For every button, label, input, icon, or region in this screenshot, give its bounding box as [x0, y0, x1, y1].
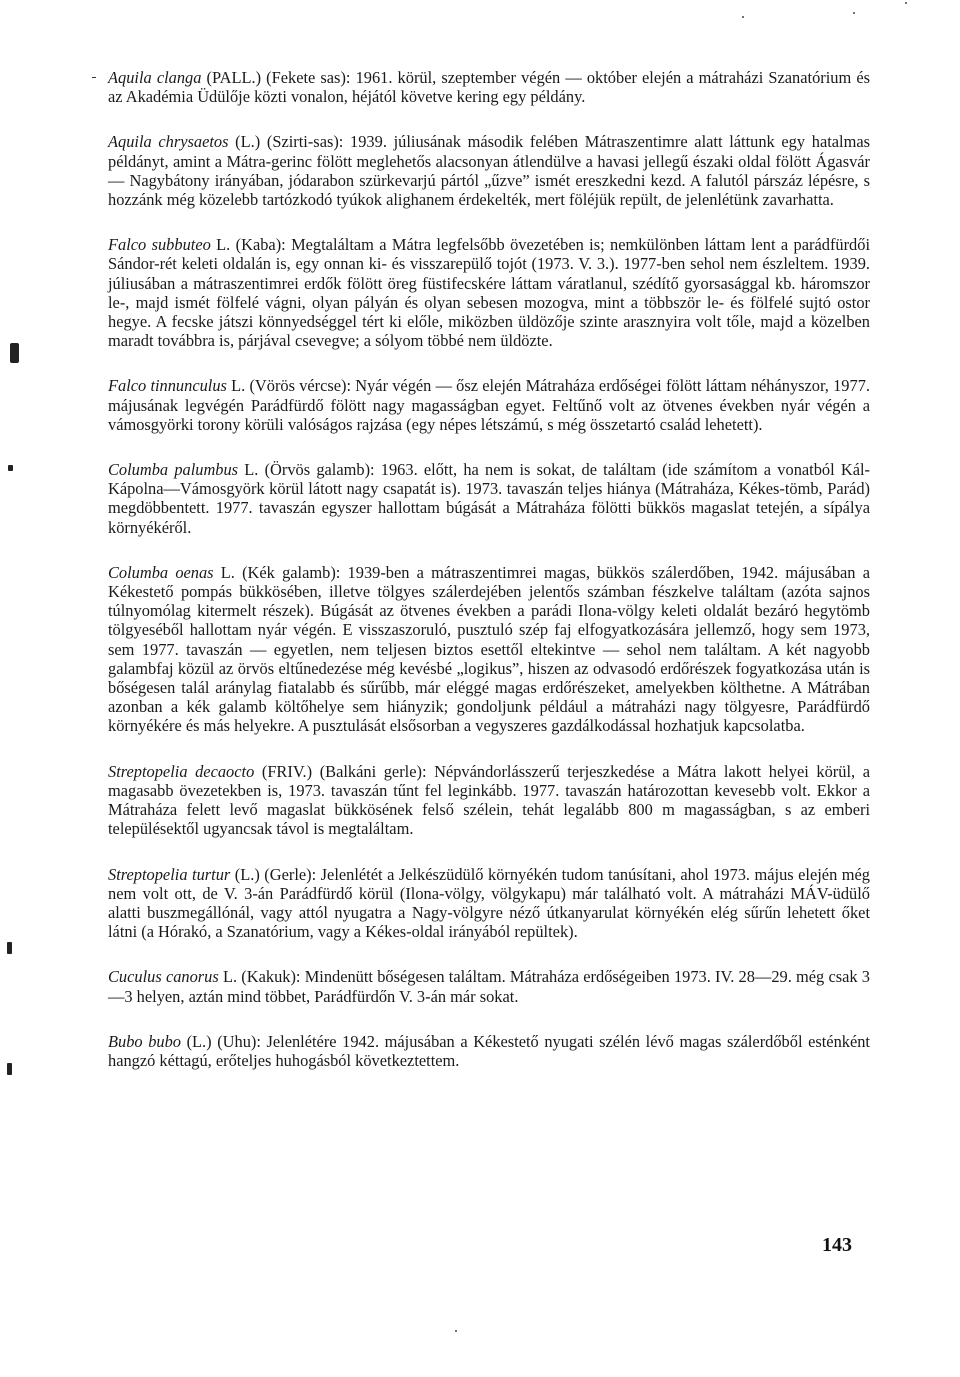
page-number: 143 — [822, 1234, 852, 1256]
species-name: Falco tinnunculus — [108, 376, 227, 396]
entry-streptopelia-turtur — [108, 865, 870, 942]
entry-text: (L.) (Gerle): Jelenlétét a Jelkészüdülő környékén tudom tanúsítani, ahol 1973. május elején még nem volt ott, de V. 3-án Parádfürdő körül (Ilona-völgy, völgykapu) már található volt. A mátraházi MÁV-üdülő alatti buszmegállónál, vagy attól nyugatra a Nagy-völgyre néző útkanyarulat környékén elég sűrűn lehetett őket látni (a Hórakó, a Szanatórium, vagy a Kékes-oldal irányából repültek). — [108, 864, 870, 942]
scan-artifact — [455, 1330, 457, 1332]
species-name: Streptopelia turtur — [108, 864, 231, 884]
scan-artifact — [10, 343, 19, 363]
entry-aquila-chrysaetos — [108, 132, 870, 209]
entry-text: (L.) (Uhu): Jelenlétére 1942. májusában a Kékestető nyugati szélén lévő magas szálerdőből esténként hangzó kéttagú, erőteljes huhogásból következtettem. — [108, 1031, 870, 1070]
scan-artifact — [853, 12, 855, 14]
entry-streptopelia-decaocto — [108, 762, 870, 839]
entry-text: L. (Kék galamb): 1939-ben a mátraszentimrei magas, bükkös szálerdőben, 1942. májusában a Kékestető pompás bükkösében, illetve tölgyes szálerdejében jelentős számban fészkelve találtam (azóta sajnos túlnyomólag kitermelt részek). Búgását az ötvenes években a parádi Ilona-völgy keleti oldalát bezáró hegytömb tölgyeséből hallottam nyár végén. E visszaszoruló, pusztuló szép faj elfogyatkozására jellemző, hogy sem 1973, sem 1977. tavaszán — egyetlen, nem teljesen biztos esettől eltekintve — sehol nem találtam. A két nagyobb galambfaj közül az örvös eltűnedezése még kevésbé „logikus”, hiszen az odvasodó erdőrészek fogyatkozása után is bőségesen talál aránylag fiatalabb és sűrűbb, már eléggé magas erdőrészeket, amelyekben költhetne. A Mátrában azonban a kék galamb költőhelye sem hiányzik; gondoljunk például a mátraházi nagy tölgyesre, Parádfürdő környékére és más helyekre. A pusztulását elsősorban a vegyszeres gazdálkodással hozhatjuk kapcsolatba. — [108, 562, 870, 736]
scan-artifact — [7, 942, 12, 954]
species-name: Columba oenas — [108, 562, 214, 582]
entry-falco-tinnunculus — [108, 376, 870, 434]
entry-columba-oenas — [108, 563, 870, 736]
species-name: Aquila chrysaetos — [108, 132, 229, 152]
entry-aquila-clanga — [108, 68, 870, 106]
document-body — [108, 68, 870, 1096]
entry-falco-subbuteo — [108, 235, 870, 350]
entry-text: (FRIV.) (Balkáni gerle): Népvándorlásszerű terjeszkedése a Mátra lakott helyei körül, a magasabb övezetekben is, 1973. tavaszán tűnt fel leginkább. 1977. tavaszán határozottan kevesebb volt. Ekkor a Mátraháza felett levő magaslat bükkösének felső szélein, tehát legalább 800 m magasságban, s az emberi településektől ugyancsak távol is megtaláltam. — [108, 761, 870, 839]
entry-text: L. (Vörös vércse): Nyár végén — ősz elején Mátraháza erdőségei fölött láttam néhányszor, 1977. májusának legvégén Parádfürdő fölött nagy magasságban egyet. Feltűnő volt az ötvenes években nyár végén a vámosgyörki torony körüli valóságos rajzása (egy népes létszámú, s még összetartó család lehetett). — [108, 376, 870, 434]
species-name: Streptopelia decaocto — [108, 761, 255, 781]
species-name: Aquila clanga — [108, 68, 202, 87]
scan-artifact — [742, 16, 744, 18]
species-name: Cuculus canorus — [108, 967, 219, 987]
scan-artifact — [7, 1063, 12, 1075]
scan-artifact — [8, 465, 13, 471]
entry-text: (PALL.) (Fekete sas): 1961. körül, szeptember végén — október elején a mátraházi Szanatórium és az Akadémia Üdülője közti vonalon, héjától követve kering egy példány. — [108, 68, 870, 107]
entry-text: L. (Kaba): Megtaláltam a Mátra legfelsőbb övezetében is; nemkülönben láttam lent a parádfürdői Sándor-rét keleti oldalán is, egy onnan ki- és visszarepülő tojót (1973. V. 3.). 1977-ben sehol nem észleltem. 1939. júliusában a mátraszentimrei erdők fölött öreg füstifecskére láttam váratlanul, szédítő gyorsasággal kb. háromszor le-, majd ismét fölfelé vágni, olyan pályán és olyan sebesen mozogva, mint a többször le- és fölfelé sujtó ostor hegye. A fecske játszi könnyedséggel tért ki előle, miközben üldözője szinte arasznyira volt tőle, majd a közelben maradt továbbra is, párjával csevegve; a sólyom többé nem üldözte. — [108, 235, 871, 351]
scan-artifact — [92, 77, 96, 78]
scan-artifact — [905, 2, 907, 4]
entry-bubo-bubo — [108, 1032, 870, 1070]
species-name: Bubo bubo — [108, 1031, 181, 1051]
entry-columba-palumbus — [108, 460, 870, 537]
species-name: Columba palumbus — [108, 460, 239, 480]
entry-text: (L.) (Szirti-sas): 1939. júliusának második felében Mátraszentimre alatt láttunk egy hatalmas példányt, amint a Mátra-gerinc fölött meglehetős alacsonyan átlendülve a havasi jellegű északi oldal fölött Ágasvár — Nagybátony irányában, jódarabon szürkevarjú pártól „űzve” ismét ereszkedni kezd. A falutól párszáz lépésre, s hozzánk még közelebb tartózkodó tyúkok alighanem érdekelték, mert föléjük repült, de jelenlétünk zavarhatta. — [108, 132, 870, 210]
entry-text: L. (Örvös galamb): 1963. előtt, ha nem is sokat, de találtam (ide számítom a vonatból Kál-Kápolna—Vámosgyörk körül látott nagy csapatát is). 1973. tavaszán teljes hiánya (Mátraháza, Kékes-tömb, Parád) megdöbbentett. 1977. tavaszán egyszer hallottam búgását a Mátraháza fölötti bükkös magaslat tetején, a sípálya környékéről. — [108, 460, 870, 537]
species-name: Falco subbuteo — [108, 235, 211, 255]
entry-text: L. (Kakuk): Mindenütt bőségesen találtam. Mátraháza erdőségeiben 1973. IV. 28—29. még csak 3—3 helyen, aztán mind többet, Parádfürdőn V. 3-án már sokat. — [108, 967, 870, 1006]
entry-cuculus-canorus — [108, 967, 870, 1005]
